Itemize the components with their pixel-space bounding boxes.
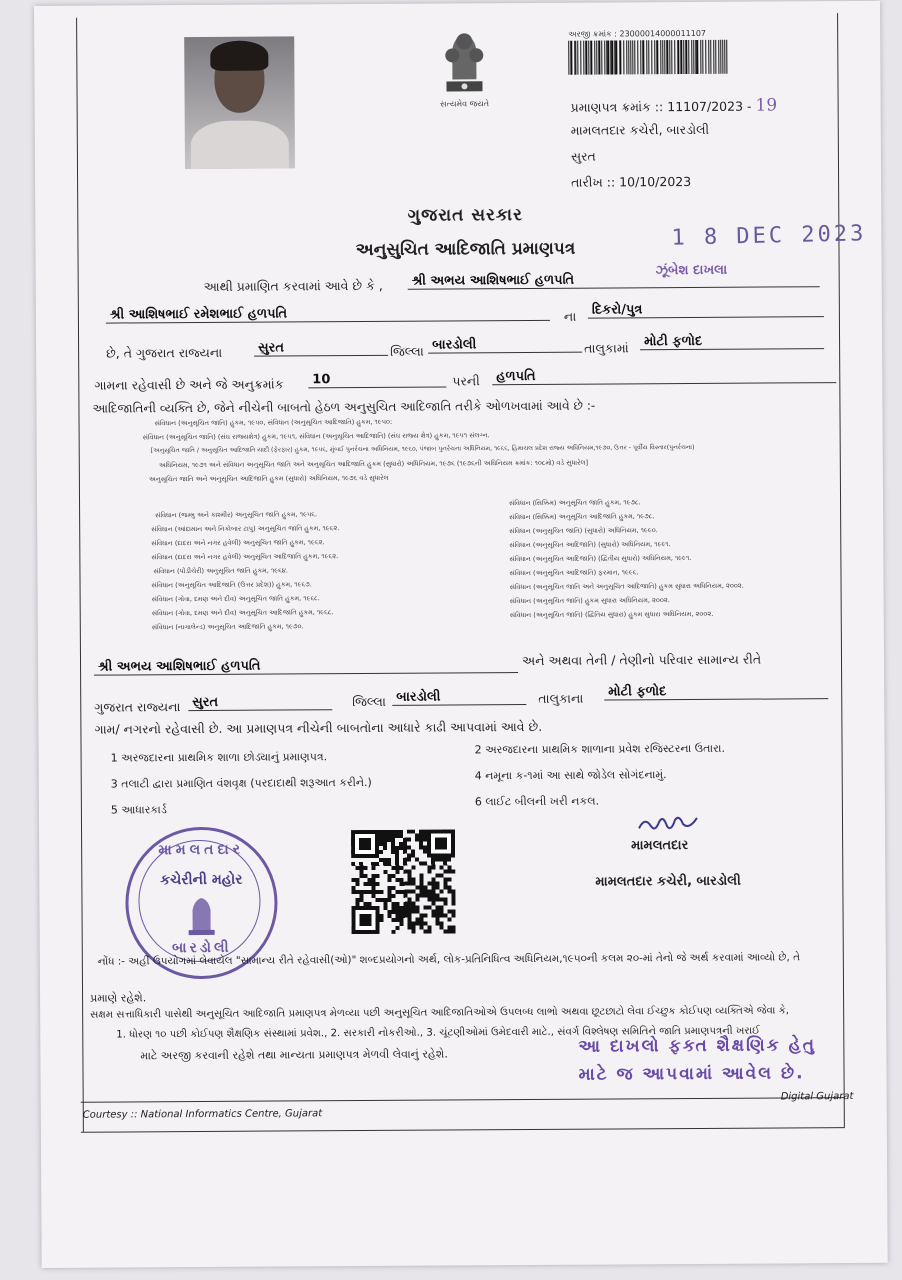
order-right-3: સંવિધાન (અનુસૂચિત જાતિ) (સુધારો) અધિનિયમ, ૧૯૯૦. xyxy=(509,526,658,536)
certificate-number-row xyxy=(571,95,778,116)
note-2-line-3: માટે અરજી કરવાની રહેશે તથા માન્યતા પ્રમાણપત્ર મેળવી લેવાનું રહેશે. xyxy=(140,1047,448,1063)
order-top-5: અનુસૂચિત જાતિ અને અનુસૂચિત આદિજાતિ હુકમ (સુધારો) અધિનિયમ, ૧૯૭૬ વડે સુધારેલ xyxy=(148,473,389,484)
district-value: સુરત xyxy=(254,340,388,357)
government-title: ગુજરાત સરકાર xyxy=(407,205,523,226)
residence-taluka-label: તાલુકાના xyxy=(538,690,584,706)
note-1-line-1: નોંધ :- અહીં ઉપયોગમાં લેવાયેલ "સામાન્ય રીતે રહેવાસી(ઓ)" શબ્દપ્રયોગનો અર્થ, લોક-પ્રતિનિધિત્વ અધિનિયમ,૧૯૫૦ની કલમ ૨૦-માં તેનો જે અર્થ કરવામાં આવ્યો છે, તે xyxy=(97,951,800,968)
issuing-office: મામલતદાર કચેરી, બારડોલી xyxy=(570,121,710,138)
tribe-value: હળપતિ xyxy=(492,367,836,385)
order-left-7: સંવિધાન (ગોવા, દમણ અને દીવ) અનુસૂચિત જાતિ હુકમ, ૧૯૬૮. xyxy=(151,594,320,604)
district-label: જિલ્લા xyxy=(390,343,424,359)
issue-date-label: તારીખ :: xyxy=(571,174,616,190)
certificate-number-label: પ્રમાણપત્ર ક્રમાંક :: xyxy=(570,99,664,115)
seal-bottom-text: બારડોલી xyxy=(171,939,232,957)
recognized-text: આદિજાતિની વ્યક્તિ છે, જેને નીચેની બાબતો હેઠળ અનુસુચિત આદિજાતિ તરીકે ઓળખવામાં આવે છે :- xyxy=(92,398,596,416)
applicant-photo xyxy=(184,36,295,169)
order-right-4: સંવિધાન (અનુસૂચિત આદિજાતિ) (સુધારો) અધિનિયમ, ૧૯૯૧. xyxy=(509,540,671,550)
of-text: ના xyxy=(563,308,577,324)
signatory-office: મામલતદાર કચેરી, બારડોલી xyxy=(595,873,741,890)
family-text: અને અથવા તેની / તેણીનો પરિવાર સામાન્ય રીતે xyxy=(521,651,762,669)
seal-emblem-icon xyxy=(178,892,224,938)
state-text: છે, તે ગુજરાત રાજ્યના xyxy=(106,344,223,361)
national-emblem-icon xyxy=(432,19,497,109)
taluka-label: તાલુકામાં xyxy=(584,340,629,356)
order-top-4: અધિનિયમ, ૧૯૭૧ અને સંવિધાન અનુસૂચિત જાતિ અને અનુસૂચિત આદિજાતિ હુકમ (સુધારો) અધિનિયમ, ૧૯૭૬ (૧૯૭૬ની અધિનિયમ ક્રમાંક: ૧૦૮મો) વડે સુધારેલ] xyxy=(158,458,589,470)
order-left-5: સંવિધાન (પોંડીચેરી) અનુસૂચિત જાતિ હુકમ, ૧૯૬૪. xyxy=(153,566,288,576)
seal-top-text: મામલતદાર xyxy=(158,841,244,859)
village-value: મોટી ફળોદ xyxy=(640,333,824,350)
certificate-paper xyxy=(34,1,888,1268)
order-left-4: સંવિધાન (દાદરા અને નગર હવેલી) અનુસૂચિત આદિજાતિ હુકમ, ૧૯૬૨. xyxy=(151,552,339,562)
signatory-title: મામલતદાર xyxy=(631,838,689,854)
certify-text: આથી પ્રમાણિત કરવામાં આવે છે કે , xyxy=(203,277,383,294)
basis-text: ગામ/ નગરનો રહેવાસી છે. આ પ્રમાણપત્ર નીચેની બાબતોના આધારે કાઢી આપવામાં આવે છે. xyxy=(94,718,543,737)
note-1-line-2: પ્રમાણે રહેશે. xyxy=(90,991,147,1005)
resident-text: ગામના રહેવાસી છે અને જે અનુક્રમાંક xyxy=(94,376,284,393)
document-item-1: 1 અરજદારના પ્રાથમિક શાળા છોડ્યાનું પ્રમાણપત્ર. xyxy=(110,750,328,765)
signature xyxy=(635,810,705,836)
received-date-stamp: 1 8 DEC 2023 xyxy=(671,221,867,251)
qr-code xyxy=(351,829,456,934)
order-left-2: સંવિધાન (આંદામાન અને નિકોબાર ટાપુ) અનુસૂચિત જાતિ હુકમ, ૧૯૬૨. xyxy=(151,524,340,534)
document-item-5: 5 આધારકાર્ડ xyxy=(110,803,167,817)
note-2-line-2: 1. ધોરણ ૧૦ પછી કોઈપણ શૈક્ષણિક સંસ્થામાં પ્રવેશ., 2. સરકારી નોકરીઓ., 3. ચૂંટણીઓમાં ઉમેદવારી માટે., સંવર્ગ વિશ્લેષણ સમિતિને જાતિ પ્રમાણપત્રની ખરાઈ xyxy=(116,1025,760,1041)
order-right-9: સંવિધાન (અનુસૂચિત જાતિ) (દ્વિતિય સુધારા) હુકમ સુધારા અધિનિયમ, ૨૦૦૨. xyxy=(509,609,714,620)
relation: દિકરો/પુત્ર xyxy=(588,301,824,318)
order-right-6: સંવિધાન (અનુસૂચિત આદિજાતિ) ફરમાન, ૧૯૯૬. xyxy=(509,568,639,578)
footer-brand: Digital Gujarat xyxy=(780,1091,854,1103)
order-left-6: સંવિધાન (અનુસૂચિત આદિજાતિ (ઉત્તર પ્રદેશ)) હુકમ, ૧૯૬૭. xyxy=(151,580,312,590)
order-left-1: સંવિધાન (જમ્મુ અને કાશ્મીર) અનુસૂચિત જાતિ હુકમ, ૧૯૫૬. xyxy=(155,510,318,520)
residence-state: ગુજરાત રાજ્યના xyxy=(94,699,181,715)
order-right-1: સંવિધાન (સિક્કિમ) અનુસૂચિત જાતિ હુકમ, ૧૯૭૮. xyxy=(509,498,641,508)
order-right-2: સંવિધાન (સિક્કિમ) અનુસૂચિત આદિજાતિ હુકમ, ૧૯૭૮. xyxy=(509,512,655,522)
document-item-6: 6 લાઈટ બીલની ખરી નકલ. xyxy=(474,794,600,809)
serial-number: 10 xyxy=(308,371,446,388)
order-right-5: સંવિધાન (અનુસૂચિત આદિજાતિ) (દ્વિતીય સુધારો) અધિનિયમ, ૧૯૯૧. xyxy=(509,553,692,564)
document-item-3: 3 તલાટી દ્વારા પ્રમાણિત વંશવૃક્ષ (પરદાદાથી શરૂઆત કરીને.) xyxy=(110,775,372,791)
certificate-number-suffix: 19 xyxy=(755,95,778,116)
order-top-2: સંવિધાન (અનુસૂચિત જાતિ) (સંઘ રાજ્યક્ષેત્ર) હુકમ, ૧૯૫૧, સંવિધાન (અનુસૂચિત આદિજાતિ) (સંઘ રાજ્ય ક્ષેત્ર) હુકમ, ૧૯૫૧ સંલગ્ન. xyxy=(142,431,490,442)
order-left-8: સંવિધાન (ગોવા, દમણ અને દીવ) અનુસૂચિત આદિજાતિ હુકમ, ૧૯૬૮. xyxy=(151,608,334,618)
certificate-title: અનુસુચિત આદિજાતિ પ્રમાણપત્ર xyxy=(355,238,576,261)
issuing-district: સુરત xyxy=(570,148,596,164)
application-number: અરજી ક્રમાંક : 23000014000011107 xyxy=(568,28,707,39)
document-item-4: 4 નમૂના ક-૧માં આ સાથે જોડેલ સોગંદનામું. xyxy=(474,768,667,783)
emblem-caption: સત્યમેવ જયતે xyxy=(440,99,490,109)
applicant-name: શ્રી અભય આશિષભાઈ હળપતિ xyxy=(408,271,820,290)
seal-middle-text: કચેરીની મહોર xyxy=(160,871,243,889)
order-top-1: સંવિધાન (અનુસૂચિત જાતિ) હુકમ, ૧૯૫૦, સંવિધાન (અનુસૂચિત આદિજાતિ) હુકમ, ૧૯૫૦: xyxy=(154,417,393,428)
order-left-3: સંવિધાન (દાદરા અને નગર હવેલી) અનુસૂચિત જાતિ હુકમ, ૧૯૬૨. xyxy=(151,538,325,548)
residence-village: મોટી ફળોદ xyxy=(604,683,828,700)
residence-taluka: બારડોલી xyxy=(392,689,526,706)
order-top-3: [અનુસૂચિત જાતિ / અનુસૂચિત આદિજાતિ યાદી (ફેરફાર) હુકમ, ૧૯૫૬, મુંબઈ પુનર્રચના અધિનિયમ, ૧૯૬૦, પંજાબ પુનર્રચના અધિનિયમ, ૧૯૬૬, હિમાચલ પ્રદેશ રાજ્ય અધિનિયમ,૧૯૭૦, ઉત્તર - પૂર્વીય વિસ્તાર(પુનર્રચના) xyxy=(150,443,695,455)
note-2-line-1: સક્ષમ સત્તાધિકારી પાસેથી અનુસૂચિત આદિજાતિ પ્રમાણપત્ર મેળવ્યા પછી અનુસૂચિત આદિજાતિઓએ ઉપલબ્ધ લાભો અથવા છૂટછાટો લેવા ઈચ્છુક કોઈપણ વ્યક્તિએ જેવા કે, xyxy=(90,1005,790,1021)
residence-district-label: જિલ્લા xyxy=(352,693,386,710)
document-item-2: 2 અરજદારના પ્રાથમિક શાળાના પ્રવેશ રજિસ્ટરના ઉતારા. xyxy=(474,741,725,757)
tribe-label: પરની xyxy=(452,373,480,389)
taluka-value: બારડોલી xyxy=(428,337,582,354)
order-left-9: સંવિધાન (નાગાલેન્ડ) અનુસૂચિત આદિજાતિ હુકમ, ૧૯૭૦. xyxy=(151,622,304,632)
issue-date: 10/10/2023 xyxy=(619,173,692,190)
education-purpose-stamp-line-1: આ દાખલો ફક્ત શૈક્ષણિક હેતુ xyxy=(578,1035,817,1057)
order-right-7: સંવિધાન (અનુસૂચિત જાતિ અને અનુસૂચિત આદિજાતિ) હુકમ સુધારા અધિનિયમ, ૨૦૦૨. xyxy=(509,581,744,592)
order-right-8: સંવિધાન (અનુસૂચિત જાતિ) હુકમ સુધારા અધિનિયમ, ૨૦૦૨. xyxy=(509,596,670,606)
footer-courtesy: Courtesy :: National Informatics Centre, Gujarat xyxy=(82,1108,323,1121)
education-purpose-stamp-line-2: માટે જ આપવામાં આવેલ છે. xyxy=(578,1063,805,1085)
residence-district: સુરત xyxy=(188,694,332,711)
campaign-stamp: ઝૂંબેશ દાખલા xyxy=(655,262,728,279)
certificate-number: 11107/2023 - xyxy=(667,98,752,115)
barcode xyxy=(568,40,728,75)
father-name: શ્રી આશિષભાઈ રમેશભાઈ હળપતિ xyxy=(106,305,550,324)
issue-date-row xyxy=(571,174,691,191)
residence-name: શ્રી અભય આશિષભાઈ હળપતિ xyxy=(94,657,518,676)
